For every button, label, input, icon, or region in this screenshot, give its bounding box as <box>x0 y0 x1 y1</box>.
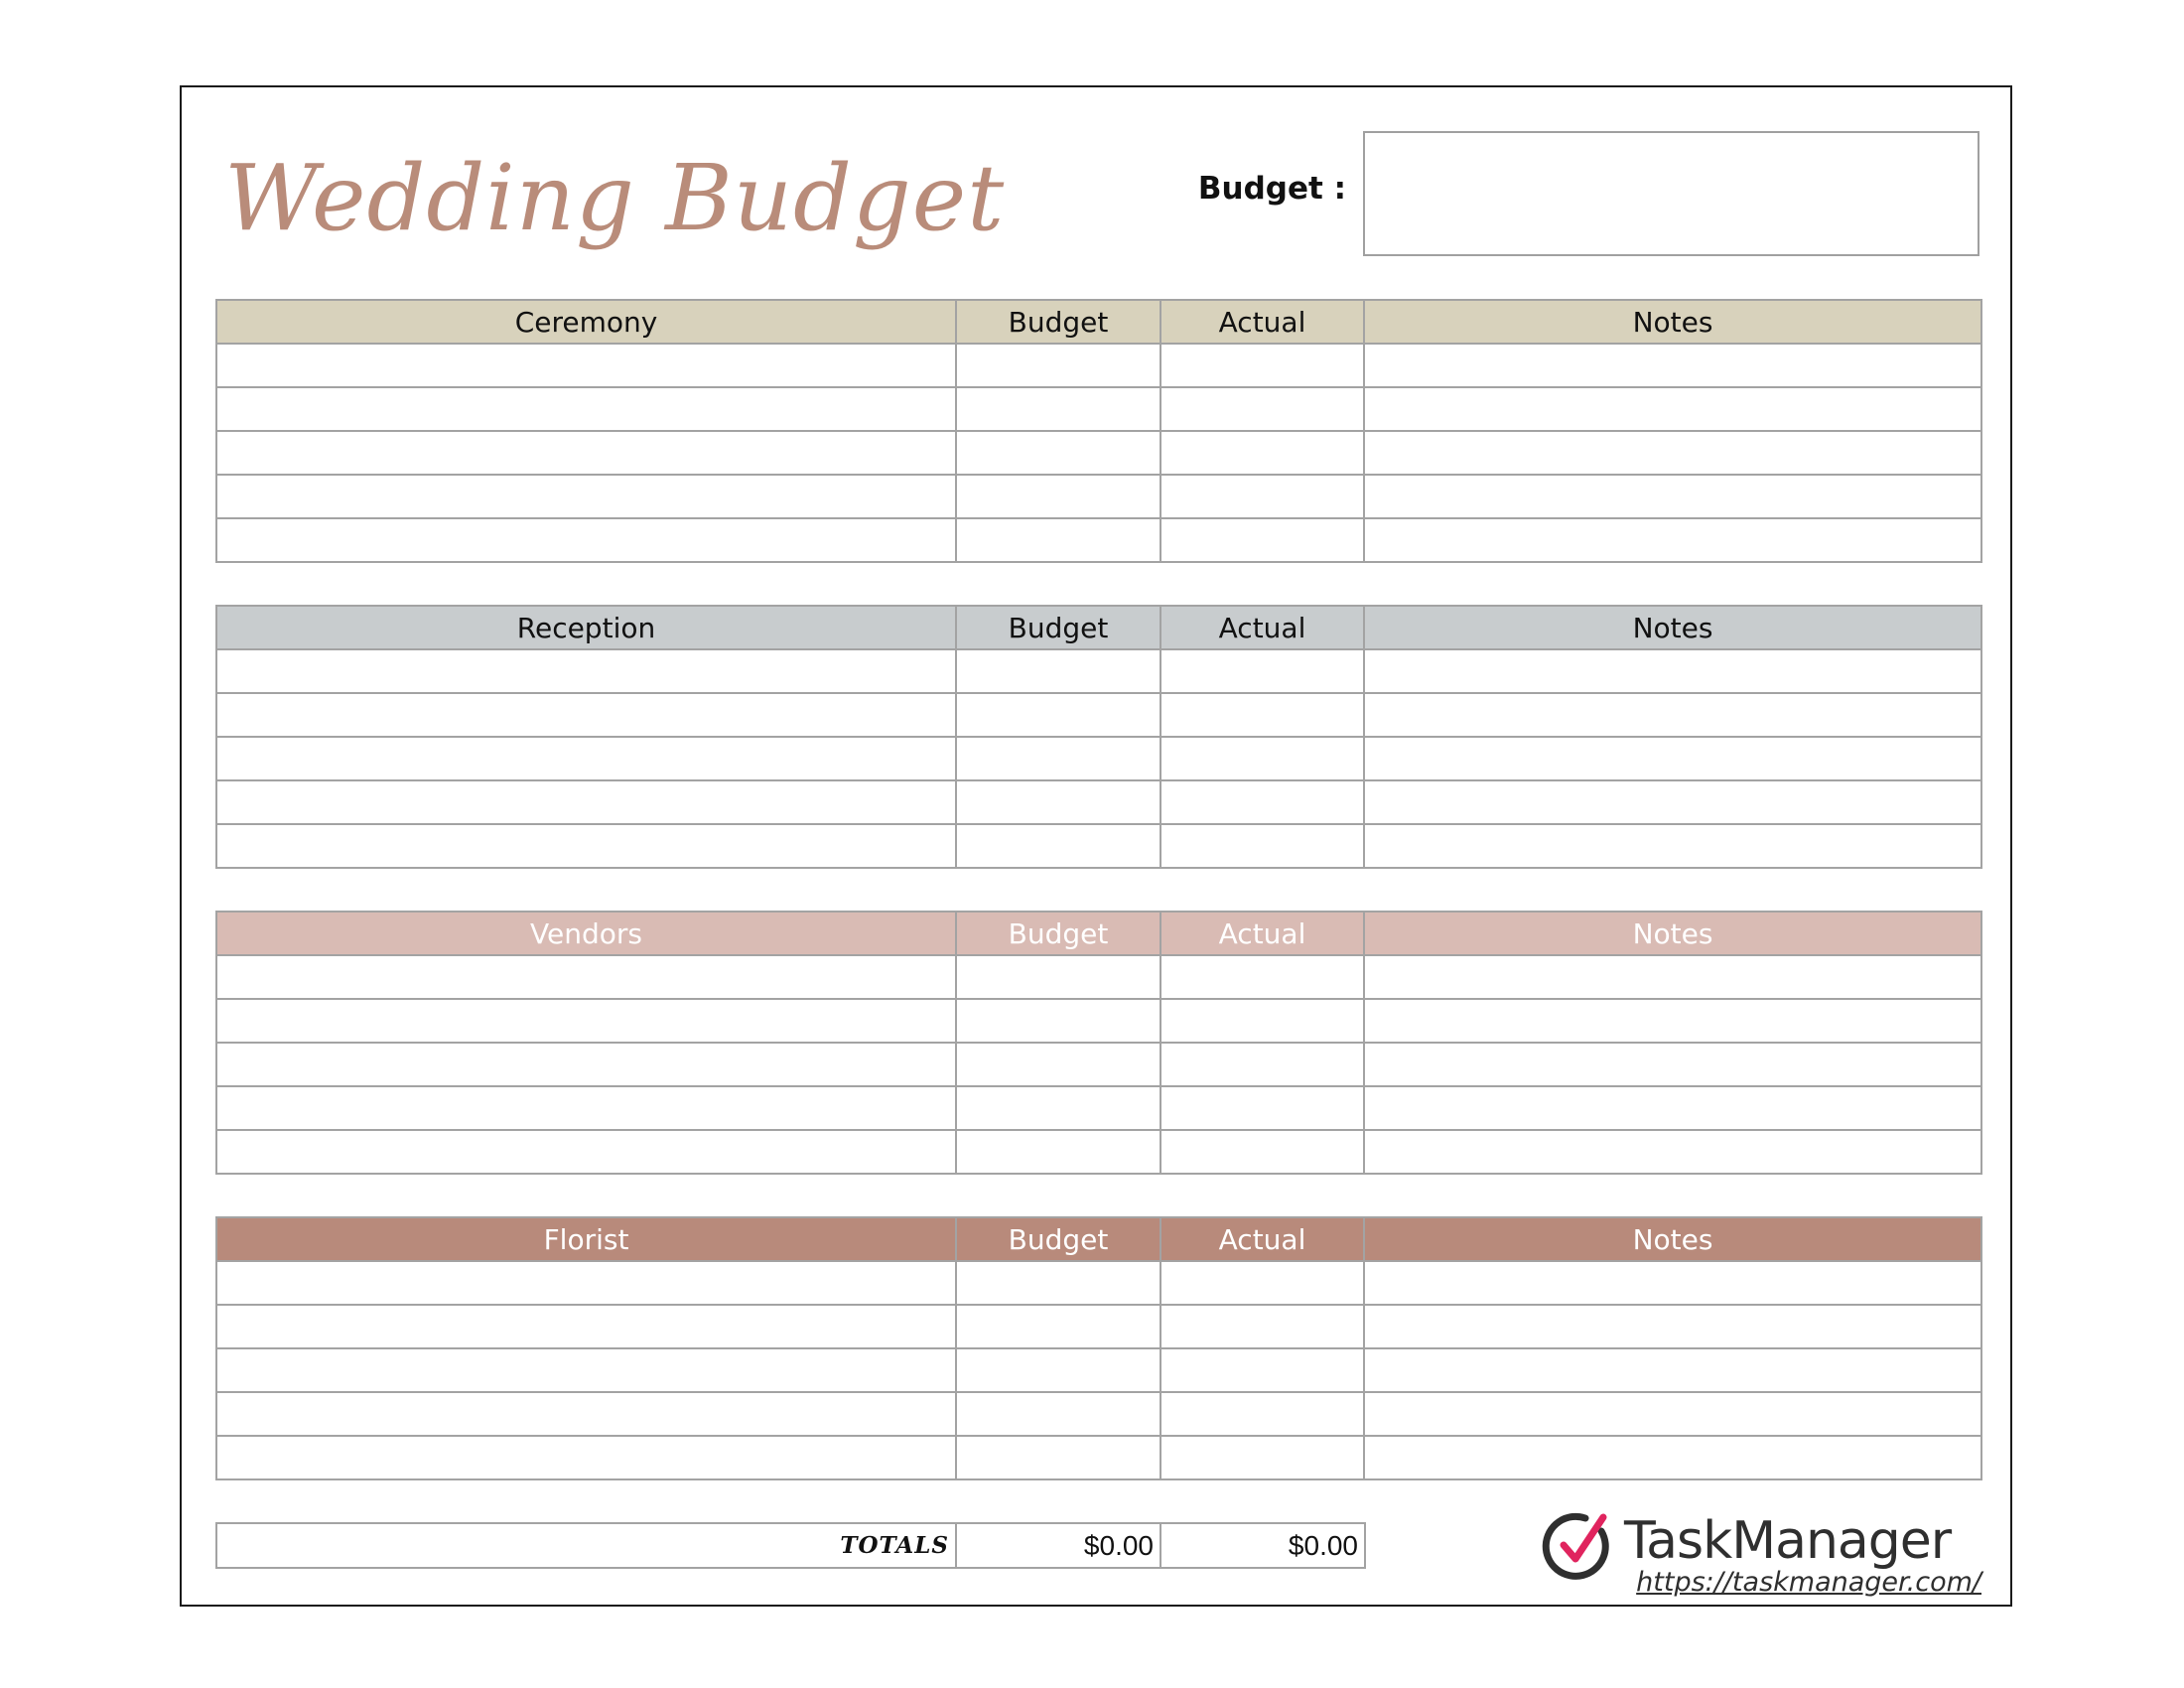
item-cell[interactable] <box>216 1305 956 1348</box>
budget-cell[interactable] <box>956 1392 1160 1436</box>
budget-cell[interactable] <box>956 955 1160 999</box>
header-notes: Notes <box>1364 1217 1981 1261</box>
header-budget: Budget <box>956 606 1160 649</box>
florist-table <box>215 1216 1982 1480</box>
budget-cell[interactable] <box>956 1348 1160 1392</box>
notes-cell[interactable] <box>1364 780 1981 824</box>
table-row <box>216 1392 1981 1436</box>
totals-label: TOTALS <box>216 1523 956 1568</box>
table-row <box>216 693 1981 737</box>
budget-cell[interactable] <box>956 737 1160 780</box>
table-row <box>216 1305 1981 1348</box>
notes-cell[interactable] <box>1364 431 1981 475</box>
header-actual: Actual <box>1160 300 1364 344</box>
brand-url-link[interactable]: https://taskmanager.com/ <box>1636 1567 1981 1598</box>
actual-cell[interactable] <box>1160 780 1364 824</box>
header-item: Florist <box>216 1217 956 1261</box>
table-row <box>216 999 1981 1043</box>
notes-cell[interactable] <box>1364 824 1981 868</box>
header-budget: Budget <box>956 912 1160 955</box>
brand-name: TaskManager <box>1624 1511 1952 1571</box>
item-cell[interactable] <box>216 1086 956 1130</box>
item-cell[interactable] <box>216 955 956 999</box>
table-row <box>216 955 1981 999</box>
notes-cell[interactable] <box>1364 1043 1981 1086</box>
budget-cell[interactable] <box>956 1043 1160 1086</box>
budget-cell[interactable] <box>956 387 1160 431</box>
table-row <box>216 1436 1981 1479</box>
vendors-table <box>215 911 1982 1175</box>
totals-row <box>215 1522 1366 1569</box>
actual-cell[interactable] <box>1160 431 1364 475</box>
actual-cell[interactable] <box>1160 475 1364 518</box>
header-item: Ceremony <box>216 300 956 344</box>
table-row <box>216 344 1981 387</box>
item-cell[interactable] <box>216 1392 956 1436</box>
item-cell[interactable] <box>216 1130 956 1174</box>
budget-cell[interactable] <box>956 780 1160 824</box>
item-cell[interactable] <box>216 431 956 475</box>
header-notes: Notes <box>1364 300 1981 344</box>
actual-cell[interactable] <box>1160 1305 1364 1348</box>
budget-cell[interactable] <box>956 1086 1160 1130</box>
table-row <box>216 649 1981 693</box>
budget-cell[interactable] <box>956 475 1160 518</box>
actual-cell[interactable] <box>1160 999 1364 1043</box>
budget-label: Budget : <box>1197 171 1346 207</box>
actual-cell[interactable] <box>1160 693 1364 737</box>
item-cell[interactable] <box>216 649 956 693</box>
budget-cell[interactable] <box>956 824 1160 868</box>
budget-cell[interactable] <box>956 1130 1160 1174</box>
budget-input[interactable] <box>1363 131 1979 256</box>
actual-cell[interactable] <box>1160 737 1364 780</box>
checkmark-circle-icon <box>1542 1509 1615 1583</box>
item-cell[interactable] <box>216 475 956 518</box>
item-cell[interactable] <box>216 1436 956 1479</box>
item-cell[interactable] <box>216 824 956 868</box>
total-budget-value: $0.00 <box>956 1523 1160 1568</box>
budget-cell[interactable] <box>956 999 1160 1043</box>
budget-cell[interactable] <box>956 1261 1160 1305</box>
notes-cell[interactable] <box>1364 475 1981 518</box>
notes-cell[interactable] <box>1364 649 1981 693</box>
item-cell[interactable] <box>216 737 956 780</box>
budget-cell[interactable] <box>956 344 1160 387</box>
header-actual: Actual <box>1160 606 1364 649</box>
actual-cell[interactable] <box>1160 344 1364 387</box>
notes-cell[interactable] <box>1364 999 1981 1043</box>
table-row <box>216 737 1981 780</box>
budget-cell[interactable] <box>956 431 1160 475</box>
item-cell[interactable] <box>216 387 956 431</box>
header-budget: Budget <box>956 1217 1160 1261</box>
table-row <box>216 387 1981 431</box>
actual-cell[interactable] <box>1160 1436 1364 1479</box>
notes-cell[interactable] <box>1364 1392 1981 1436</box>
table-row <box>216 431 1981 475</box>
item-cell[interactable] <box>216 693 956 737</box>
header-item: Reception <box>216 606 956 649</box>
header-notes: Notes <box>1364 912 1981 955</box>
actual-cell[interactable] <box>1160 649 1364 693</box>
actual-cell[interactable] <box>1160 955 1364 999</box>
header-actual: Actual <box>1160 912 1364 955</box>
notes-cell[interactable] <box>1364 1261 1981 1305</box>
budget-cell[interactable] <box>956 1436 1160 1479</box>
reception-table <box>215 605 1982 869</box>
item-cell[interactable] <box>216 780 956 824</box>
table-row <box>216 780 1981 824</box>
table-row <box>216 475 1981 518</box>
budget-cell[interactable] <box>956 1305 1160 1348</box>
total-actual-value: $0.00 <box>1160 1523 1365 1568</box>
taskmanager-logo <box>1537 1501 1983 1601</box>
table-row <box>216 518 1981 562</box>
budget-cell[interactable] <box>956 649 1160 693</box>
actual-cell[interactable] <box>1160 518 1364 562</box>
item-cell[interactable] <box>216 344 956 387</box>
notes-cell[interactable] <box>1364 955 1981 999</box>
actual-cell[interactable] <box>1160 1392 1364 1436</box>
item-cell[interactable] <box>216 1043 956 1086</box>
actual-cell[interactable] <box>1160 1261 1364 1305</box>
header-budget: Budget <box>956 300 1160 344</box>
actual-cell[interactable] <box>1160 1086 1364 1130</box>
table-row <box>216 1348 1981 1392</box>
table-row <box>216 824 1981 868</box>
notes-cell[interactable] <box>1364 387 1981 431</box>
table-row <box>216 1043 1981 1086</box>
notes-cell[interactable] <box>1364 518 1981 562</box>
notes-cell[interactable] <box>1364 1348 1981 1392</box>
budget-cell[interactable] <box>956 518 1160 562</box>
notes-cell[interactable] <box>1364 693 1981 737</box>
notes-cell[interactable] <box>1364 1436 1981 1479</box>
notes-cell[interactable] <box>1364 1130 1981 1174</box>
actual-cell[interactable] <box>1160 387 1364 431</box>
item-cell[interactable] <box>216 1261 956 1305</box>
actual-cell[interactable] <box>1160 1348 1364 1392</box>
notes-cell[interactable] <box>1364 344 1981 387</box>
budget-cell[interactable] <box>956 693 1160 737</box>
table-row <box>216 1130 1981 1174</box>
actual-cell[interactable] <box>1160 824 1364 868</box>
item-cell[interactable] <box>216 518 956 562</box>
header-actual: Actual <box>1160 1217 1364 1261</box>
notes-cell[interactable] <box>1364 737 1981 780</box>
page-title: Wedding Budget <box>224 145 1006 251</box>
item-cell[interactable] <box>216 1348 956 1392</box>
header-item: Vendors <box>216 912 956 955</box>
header-notes: Notes <box>1364 606 1981 649</box>
ceremony-table <box>215 299 1982 563</box>
notes-cell[interactable] <box>1364 1305 1981 1348</box>
actual-cell[interactable] <box>1160 1130 1364 1174</box>
table-row <box>216 1086 1981 1130</box>
item-cell[interactable] <box>216 999 956 1043</box>
actual-cell[interactable] <box>1160 1043 1364 1086</box>
notes-cell[interactable] <box>1364 1086 1981 1130</box>
table-row <box>216 1261 1981 1305</box>
